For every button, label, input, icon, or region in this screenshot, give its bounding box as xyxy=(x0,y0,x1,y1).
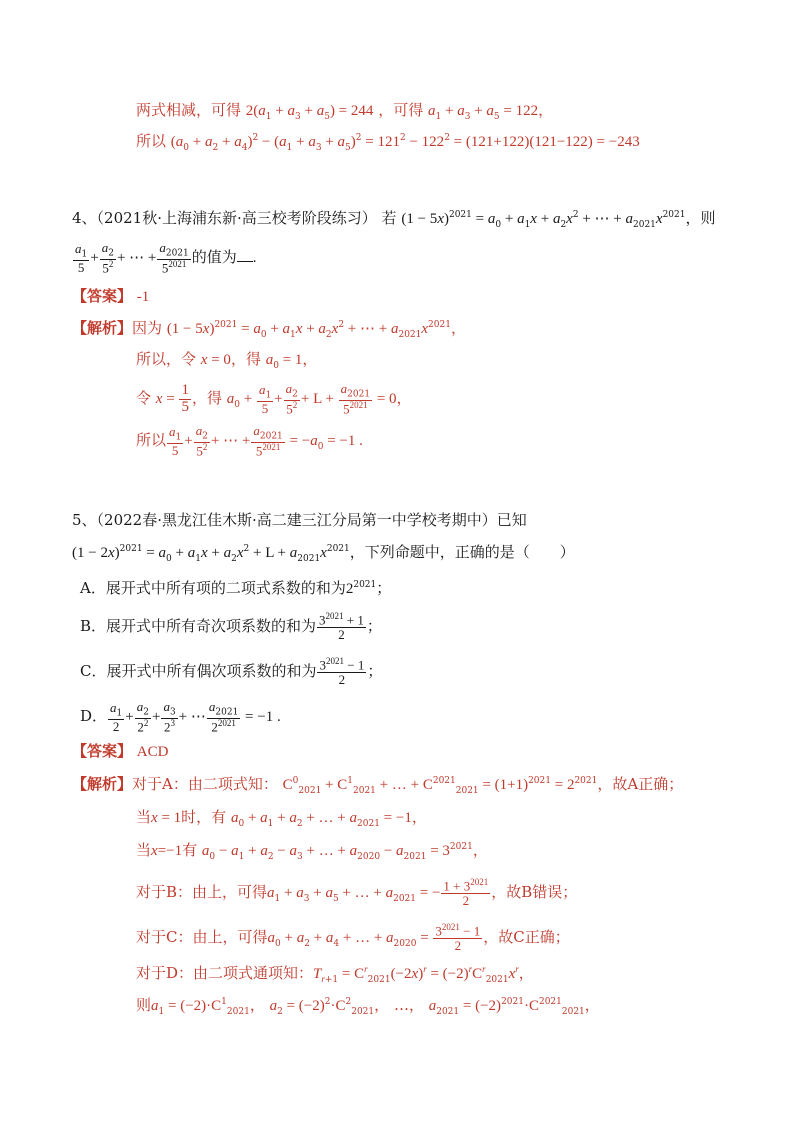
q5-analysis-d: 对于D：由二项式通项知：$T_{r+1} = C^r_{2021}(-2x)^r = (-2)^rC^r_{2021}x^r$， xyxy=(136,964,534,985)
q5-option-d[interactable]: D． $\frac{a_1}{2}$ + $\frac{a_2}{2^2}$ + $\frac{a_3}{2^3}$ + ⋯ $\frac{a_{2021}}{2^{2021}}$ = −1 . xyxy=(80,699,281,735)
q5-analysis-coeffs: 则$a_1 = (-2)\cdot C^1_{2021}$， $a_2 = (-2)^2\cdot C^2_{2021}$， …， $a_{2021} = (-2)^{2021}\cdot C^{2021}_{2021}$， xyxy=(136,996,600,1017)
q4-statement: 4、（2021秋·上海浦东新·高三校考阶段练习） 若 $(1 - 5x)^{2021} = a_0 + a_1x + a_2x^2$ + ⋯ + $a_{2021}x^{2021}$，则 xyxy=(72,209,716,230)
q4-analysis-3: 令 x = $\frac{1}{5}$ ，得 $a_0$ + $\frac{a_1}{5}$ + $\frac{a_2}{5^2}$ + L + $\frac{a_{2021}}{5^{2021}}$ = 0， xyxy=(136,381,412,417)
line-subtract: 两式相减，可得 $2(a_1 + a_3 + a_5) = 244$ ，可得 $a_1 + a_3 + a_5 = 122$， xyxy=(136,101,554,122)
q5-statement: 5、（2022春·黑龙江佳木斯·高二建三江分局第一中学校考期中）已知 xyxy=(72,511,527,529)
q5-answer: 【答案】 ACD xyxy=(72,742,169,760)
q4-analysis-2: 所以，令 x = 0，得 $a_0 = 1$， xyxy=(136,350,318,371)
answer-blank xyxy=(237,261,253,262)
line-result-243: 所以 $(a_0 + a_2 + a_4)^2 - (a_1 + a_3 + a_5)^2 = 121^2 - 122^2 = (121+122)(121-122) = -243$ xyxy=(136,132,640,153)
q5-option-a[interactable]: A．展开式中所有项的二项式系数的和为$2^{2021}$； xyxy=(80,579,392,597)
q5-option-c[interactable]: C．展开式中所有偶次项系数的和为 $\frac{3^{2021} - 1}{2}$ ； xyxy=(80,656,383,687)
q5-option-b[interactable]: B．展开式中所有奇次项系数的和为 $\frac{3^{2021} + 1}{2}$ ； xyxy=(80,611,382,642)
q5-analysis-a: 【解析】对于A：由二项式知： $C^0_{2021} + C^1_{2021}$ + … + $C^{2021}_{2021} = (1+1)^{2021} = 2^{2021}$，故A正确； xyxy=(72,775,684,796)
q4-answer: 【答案】 -1 xyxy=(72,287,150,305)
q5-statement-expr: $(1 - 2x)^{2021} = a_0 + a_1x + a_2x^2 + L + a_{2021}x^{2021}$，下列命题中，正确的是（ ） xyxy=(72,543,575,564)
q5-analysis-x1: 当x = 1时，有 $a_0 + a_1 + a_2$ + … + $a_{2021} = -1$， xyxy=(136,808,427,829)
q5-analysis-xneg1: 当x=−1有 $a_0 - a_1 + a_2 - a_3$ + … + $a_{2020} - a_{2021} = 3^{2021}$， xyxy=(136,841,488,862)
q5-analysis-c: 对于C：由上，可得$a_0 + a_2 + a_4$ + … + $a_{2020}$ = $\frac{3^{2021} - 1}{2}$ ，故C正确； xyxy=(136,922,570,953)
q4-statement-expr: $\frac{a_1}{5}$ + $\frac{a_2}{5^2}$ + ⋯ + $\frac{a_{2021}}{5^{2021}}$ 的值为 . xyxy=(75,240,257,276)
q4-analysis-4: 所以 $\frac{a_1}{5}$ + $\frac{a_2}{5^2}$ + ⋯ + $\frac{a_{2021}}{5^{2021}}$ = $-a_0 = -1$ . xyxy=(136,423,363,459)
q5-analysis-b: 对于B：由上，可得$a_1 + a_3 + a_5$ + … + $a_{2021}$ = − $\frac{1 + 3^{2021}}{2}$ ，故B错误； xyxy=(136,877,578,908)
q4-analysis-1: 【解析】因为 $(1 - 5x)^{2021} = a_0 + a_1x + a_2x^2$ + ⋯ + $a_{2021}x^{2021}$， xyxy=(72,319,466,340)
